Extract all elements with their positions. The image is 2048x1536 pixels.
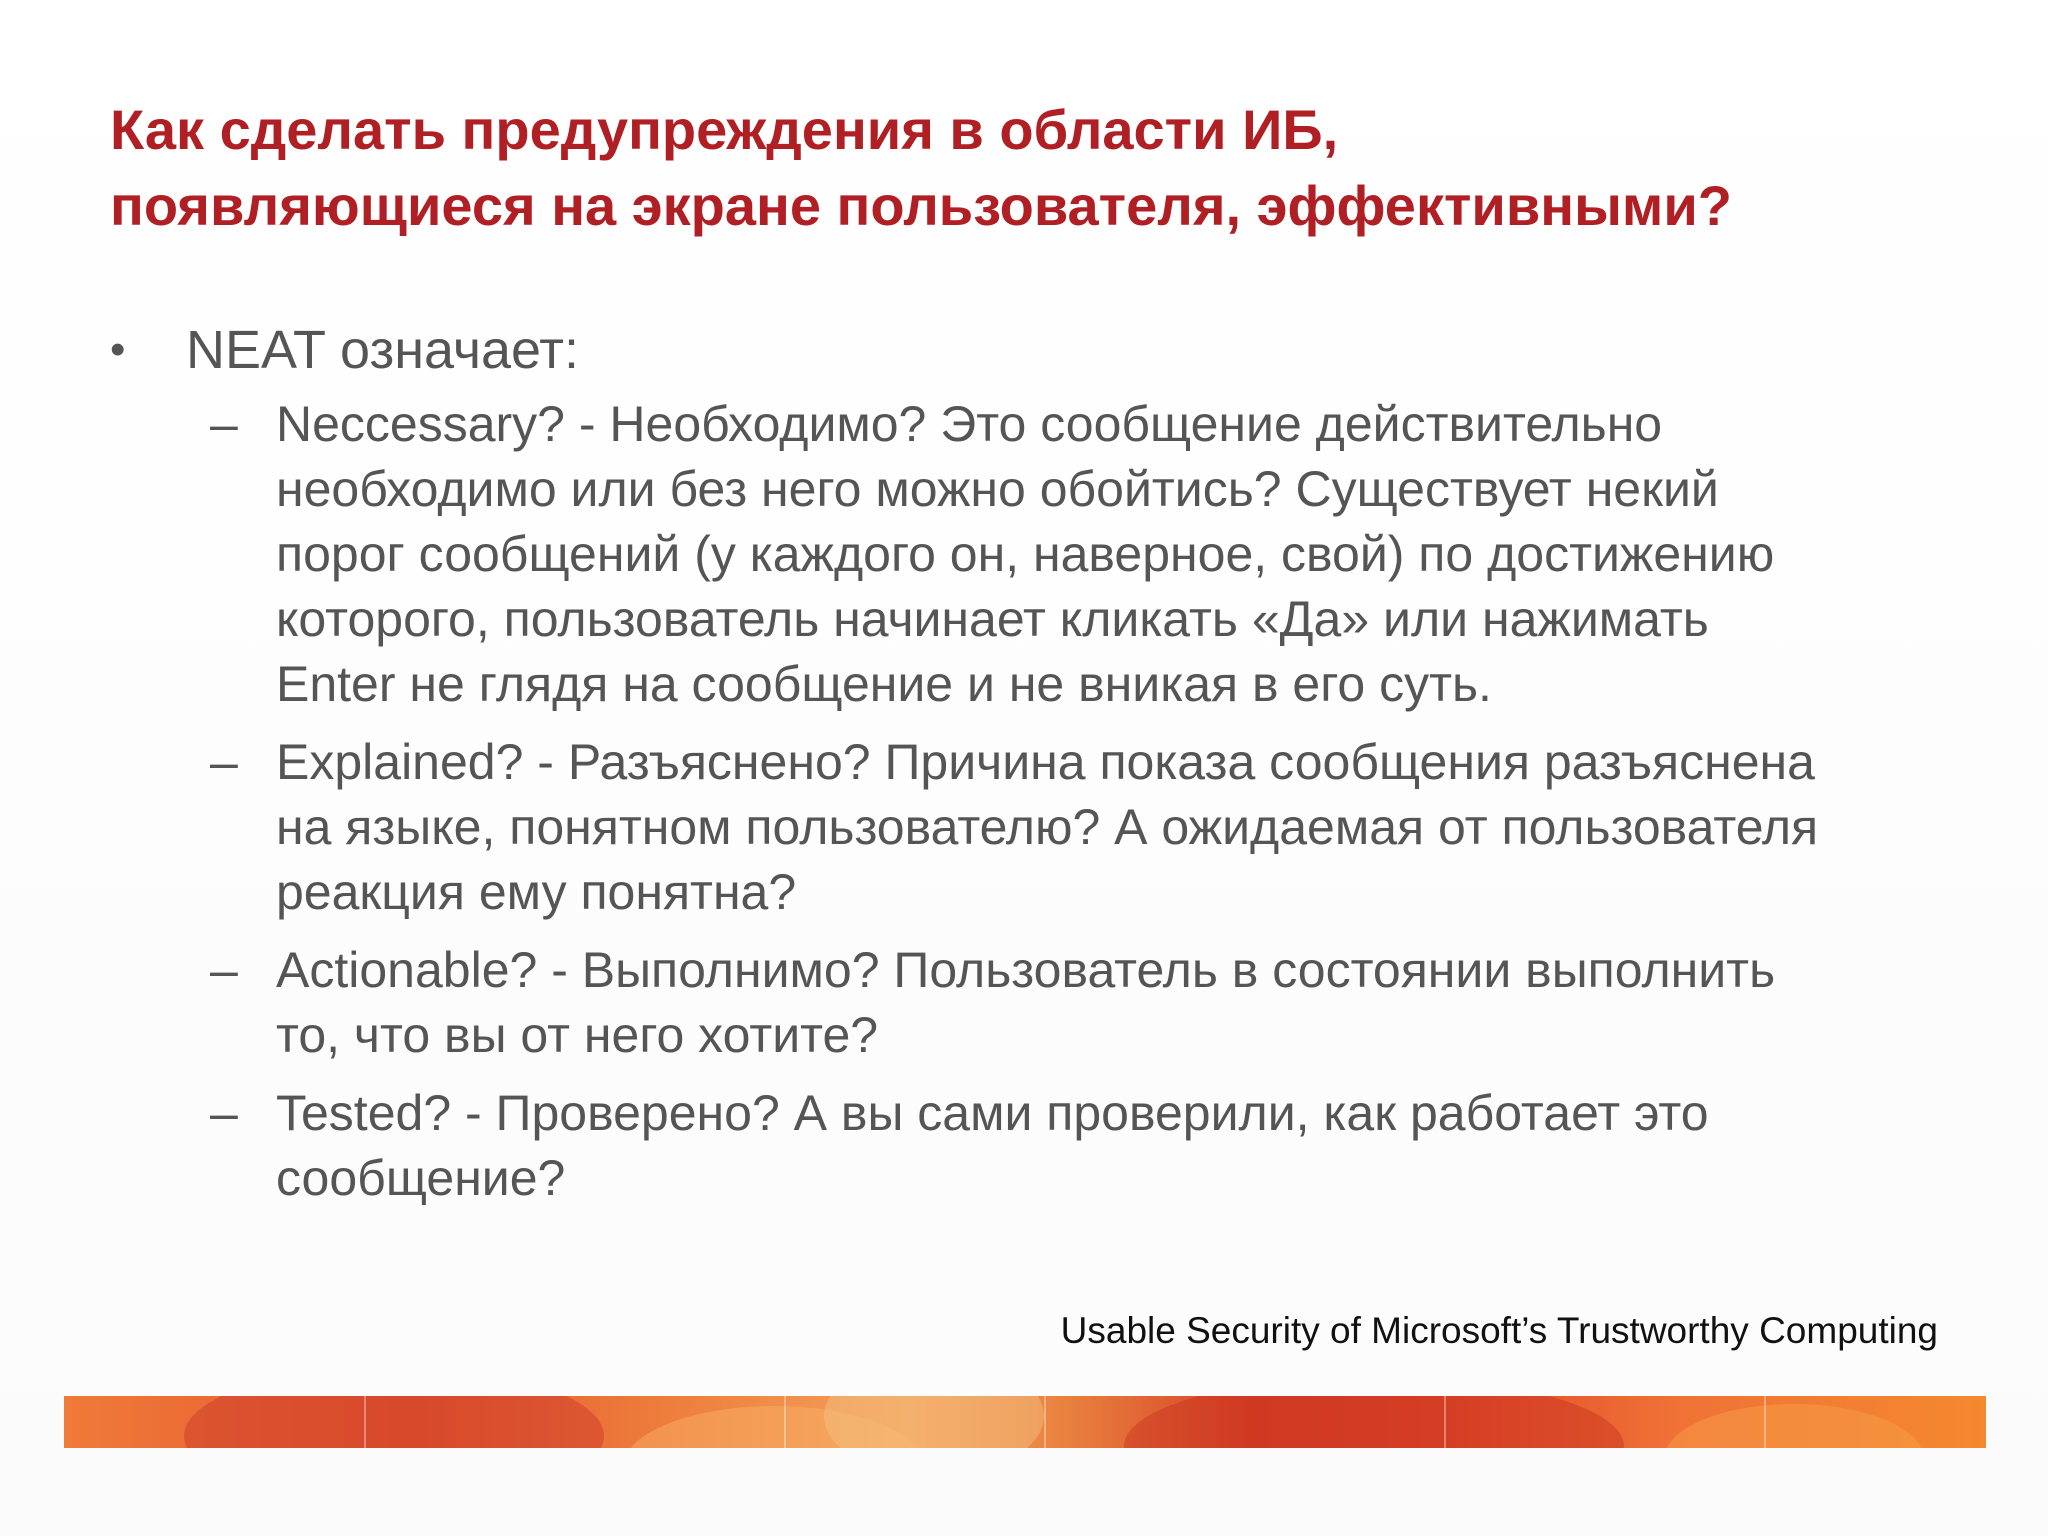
sub-item-line: сообщение? [276, 1150, 566, 1206]
sub-item-line: на языке, понятном пользователю? А ожидаемая от пользователя [276, 799, 1819, 855]
sub-item-line: Actionable? - Выполнимо? Пользователь в состоянии выполнить [276, 942, 1776, 998]
sub-item-line: которого, пользователь начинает кликать «Да» или нажимать [276, 591, 1709, 647]
sub-item-line: Enter не глядя на сообщение и не вникая в его суть. [276, 656, 1492, 712]
title-line-1: Как сделать предупреждения в области ИБ, [110, 98, 1339, 161]
band-shape [1124, 1396, 1624, 1448]
sub-item-necessary [110, 392, 2048, 717]
band-stripe [364, 1396, 366, 1448]
bullet-text: NEAT означает: [186, 320, 580, 380]
dash-marker: – [210, 396, 238, 452]
sub-item-line: реакция ему понятна? [276, 864, 797, 920]
dash-marker: – [210, 942, 238, 998]
band-shape [184, 1396, 604, 1448]
band-shape [1664, 1404, 1924, 1448]
sub-item-line: то, что вы от него хотите? [276, 1007, 879, 1063]
bullet-marker: • [110, 325, 126, 374]
sub-item-line: необходимо или без него можно обойтись? Существует некий [276, 461, 1719, 517]
slide-title [110, 92, 1990, 244]
band-stripe [1444, 1396, 1446, 1448]
sub-item-explained [110, 730, 2048, 925]
footer-source: Usable Security of Microsoft’s Trustworthy Computing [1060, 1310, 1938, 1351]
dash-marker: – [210, 1085, 238, 1141]
band-stripe [1764, 1396, 1766, 1448]
dash-marker: – [210, 734, 238, 790]
sub-item-line: Neccessary? - Необходимо? Это сообщение действительно [276, 396, 1663, 452]
sub-item-line: порог сообщений (у каждого он, наверное, свой) по достижению [276, 526, 1775, 582]
sub-item-actionable [110, 938, 2048, 1068]
band-stripe [784, 1396, 786, 1448]
title-line-2: появляющиеся на экране пользователя, эффективными? [110, 174, 1732, 237]
sub-item-line: Explained? - Разъяснено? Причина показа сообщения разъяснена [276, 734, 1815, 790]
decorative-band [64, 1396, 1986, 1448]
slide-content [110, 316, 1990, 1224]
sub-item-tested [110, 1081, 2048, 1211]
band-stripe [1044, 1396, 1046, 1448]
sub-item-line: Tested? - Проверено? А вы сами проверили, как работает это [276, 1085, 1709, 1141]
bullet-neat [110, 316, 1990, 384]
band-shape [824, 1396, 1044, 1448]
